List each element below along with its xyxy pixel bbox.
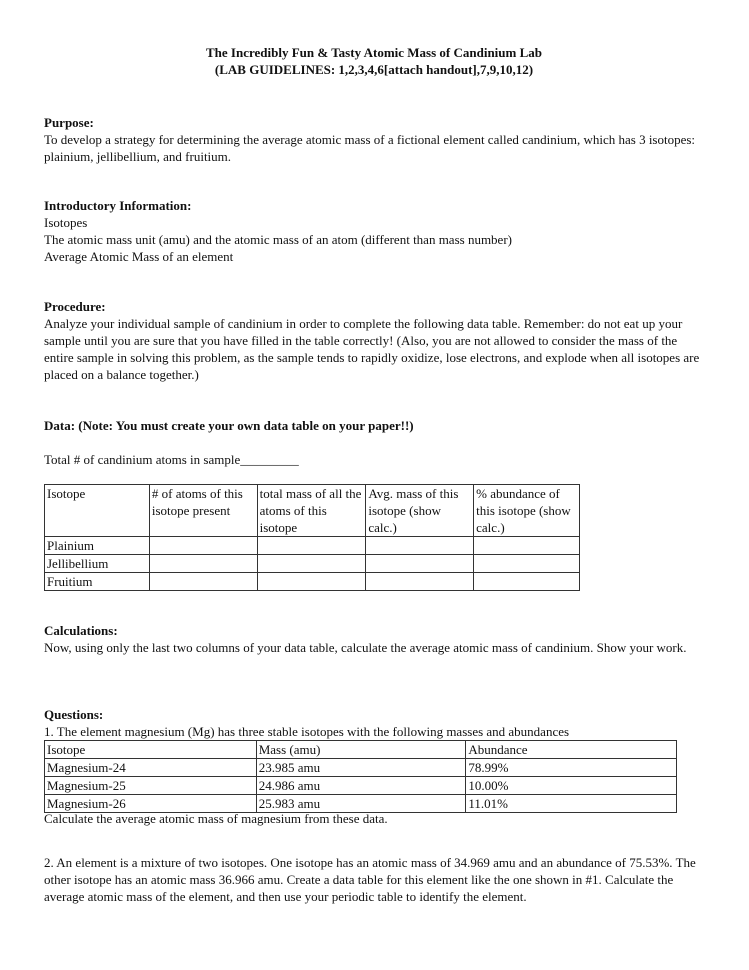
title-line-1: The Incredibly Fun & Tasty Atomic Mass of Candinium Lab <box>205 45 543 60</box>
questions-heading: Questions: <box>44 707 104 722</box>
question-1: 1. The element magnesium (Mg) has three stable isotopes with the following masses and abundances <box>44 724 570 739</box>
blank-cell <box>366 573 474 591</box>
blank-cell <box>474 555 580 573</box>
isotope-name-cell: Fruitium <box>45 573 150 591</box>
title-line-2: (LAB GUIDELINES: 1,2,3,4,6[attach handout],7,9,10,12) <box>214 62 534 77</box>
table-cell: Magnesium-26 <box>45 795 257 813</box>
table-header-row <box>45 485 580 537</box>
table-row <box>45 555 580 573</box>
header-cell: % abundance of this isotope (show calc.) <box>474 485 580 537</box>
intro-item: Isotopes <box>44 215 88 230</box>
table-cell: Magnesium-24 <box>45 759 257 777</box>
table-cell: Magnesium-25 <box>45 777 257 795</box>
header-cell: Abundance <box>466 741 677 759</box>
blank-cell <box>366 537 474 555</box>
blank-cell <box>474 537 580 555</box>
intro-section <box>44 197 704 265</box>
purpose-heading: Purpose: <box>44 115 94 130</box>
table-cell: 24.986 amu <box>256 777 466 795</box>
blank-cell <box>149 573 257 591</box>
blank-cell <box>149 555 257 573</box>
intro-heading: Introductory Information: <box>44 198 192 213</box>
candinium-data-table <box>44 484 580 591</box>
document-title <box>44 44 704 78</box>
purpose-text: To develop a strategy for determining the average atomic mass of a fictional element called candinium, which has 3 isotopes: plainium, jellibellium, and fruitium. <box>44 132 696 164</box>
table-cell: 23.985 amu <box>256 759 466 777</box>
table-cell: 78.99% <box>466 759 677 777</box>
blank-cell <box>474 573 580 591</box>
data-heading: Data: (Note: You must create your own data table on your paper!!) <box>44 418 414 433</box>
procedure-text: Analyze your individual sample of candinium in order to complete the following data table. Remember: do not eat up your sample until you are sure that you have filled in the table correctly! (Also, you are not allowed to consider the mass of the entire sample in solving this problem, as the sample tends to rapidly oxidize, lose electrons, and explode when all isotopes are placed on a balance together.) <box>44 316 700 382</box>
procedure-section <box>44 298 704 383</box>
blank-cell <box>257 555 366 573</box>
header-cell: total mass of all the atoms of this isotope <box>257 485 366 537</box>
calculations-section <box>44 622 704 656</box>
table-cell: 11.01% <box>466 795 677 813</box>
blank-cell <box>149 537 257 555</box>
table-row <box>45 573 580 591</box>
table-cell: 25.983 amu <box>256 795 466 813</box>
questions-section <box>44 706 704 740</box>
intro-item: Average Atomic Mass of an element <box>44 249 234 264</box>
table-row <box>45 537 580 555</box>
header-cell: Isotope <box>45 741 257 759</box>
calculations-text: Now, using only the last two columns of your data table, calculate the average atomic mass of candinium. Show your work. <box>44 640 687 655</box>
header-cell: Isotope <box>45 485 150 537</box>
header-cell: # of atoms of this isotope present <box>149 485 257 537</box>
procedure-heading: Procedure: <box>44 299 106 314</box>
header-cell: Avg. mass of this isotope (show calc.) <box>366 485 474 537</box>
total-atoms-line: Total # of candinium atoms in sample_________ <box>44 452 299 467</box>
table-header-row <box>45 741 677 759</box>
header-cell: Mass (amu) <box>256 741 466 759</box>
intro-item: The atomic mass unit (amu) and the atomic mass of an atom (different than mass number) <box>44 232 512 247</box>
blank-cell <box>257 573 366 591</box>
blank-cell <box>257 537 366 555</box>
isotope-name-cell: Plainium <box>45 537 150 555</box>
table-cell: 10.00% <box>466 777 677 795</box>
isotope-name-cell: Jellibellium <box>45 555 150 573</box>
purpose-section <box>44 114 704 165</box>
calculations-heading: Calculations: <box>44 623 118 638</box>
table-row <box>45 777 677 795</box>
question-1-followup: Calculate the average atomic mass of magnesium from these data. <box>44 811 388 826</box>
blank-cell <box>366 555 474 573</box>
table-row <box>45 759 677 777</box>
question-2: 2. An element is a mixture of two isotopes. One isotope has an atomic mass of 34.969 amu and an abundance of 75.53%. The other isotope has an atomic mass 36.966 amu. Create a data table for this element like the one shown in #1. Calculate the average atomic mass of the element, and then use your periodic table to identify the element. <box>44 855 696 904</box>
magnesium-table <box>44 740 677 813</box>
data-section <box>44 417 704 434</box>
